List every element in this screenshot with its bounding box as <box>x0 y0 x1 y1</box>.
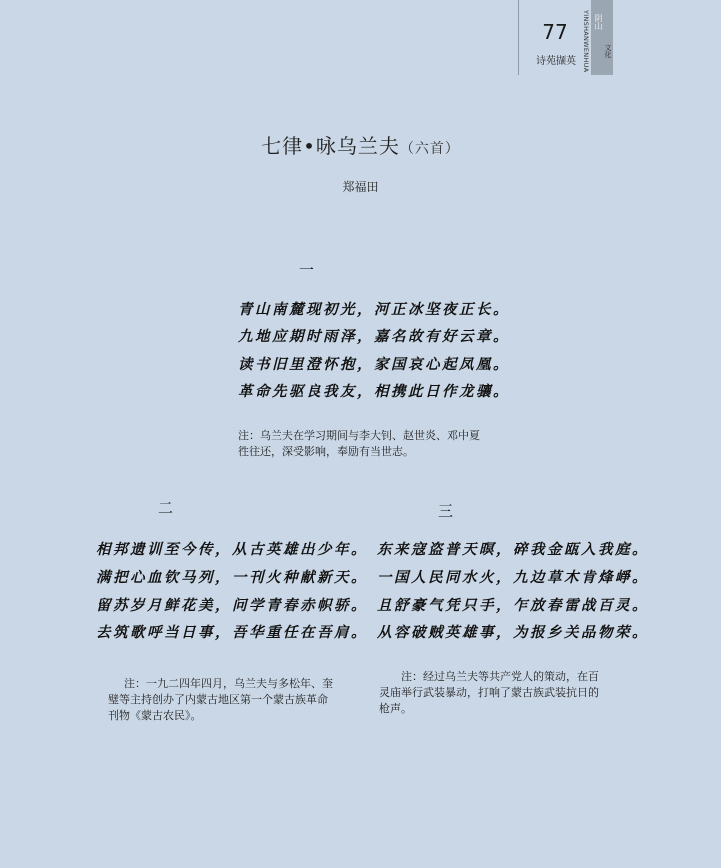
section-tab <box>591 0 613 75</box>
tab-section-text: 文化 <box>604 44 612 58</box>
poem-number: 二 <box>158 499 174 517</box>
brand-latin-text: YINSHANWENHUA <box>582 10 590 73</box>
header-divider <box>518 0 519 75</box>
note-line: 刊物《蒙古农民》。 <box>108 709 202 722</box>
article-title-row <box>0 130 721 159</box>
note-line: 注：经过乌兰夫等共产党人的策动，在百 <box>401 670 599 683</box>
poem-note <box>108 676 358 724</box>
note-line: 枪声。 <box>379 702 412 715</box>
note-line: 灵庙举行武装暴动，打响了蒙古族武装抗日的 <box>379 686 599 699</box>
article-subtitle: （六首） <box>399 141 460 157</box>
poem-note <box>379 669 629 717</box>
poem-line: 相邦遗训至今传，从古英雄出少年。 <box>96 541 368 558</box>
poem-line: 读书旧里澄怀抱，家国哀心起凤凰。 <box>238 356 510 373</box>
poem-line: 去筑歌呼当日事，吾华重任在吾肩。 <box>96 624 368 641</box>
poem-line: 从容破贼英雄事，为报乡关品物荣。 <box>377 624 649 641</box>
tab-brand-text: 阴山 <box>594 14 603 30</box>
poem-line: 且舒豪气凭只手，乍放春雷战百灵。 <box>377 597 649 614</box>
poem-line: 一国人民同水火，九边草木肯烽崢。 <box>377 569 649 586</box>
note-line: 璧等主持创办了内蒙古地区第一个蒙古族革命 <box>108 693 328 706</box>
page-number: 77 <box>542 20 568 44</box>
poem-line: 满把心血钦马列，一刊火种献新天。 <box>96 569 368 586</box>
poem-line: 九地应期时雨泽，嘉名故有好云章。 <box>238 328 510 345</box>
poem-note <box>238 428 480 460</box>
poem-line: 革命先驱良我友，相携此日作龙骧。 <box>238 383 510 400</box>
poem-number: 三 <box>438 502 454 520</box>
note-line: 徃往还，深受影响，奉励有当世志。 <box>238 445 414 458</box>
note-line: 注：一九二四年四月，乌兰夫与多松年、奎 <box>124 677 333 690</box>
poem-number: 一 <box>299 261 315 279</box>
poem-line: 东来寇盗普天暝，碎我金瓯入我庭。 <box>377 541 649 558</box>
section-name: 诗苑撷英 <box>536 56 576 67</box>
note-line: 注：乌兰夫在学习期间与李大钊、赵世炎、邓中夏 <box>238 429 480 442</box>
article-title: 七律•咏乌兰夫 <box>261 134 400 158</box>
poem-line: 留苏岁月鲜花美，问学青春赤帜骄。 <box>96 597 368 614</box>
poem-line: 青山南麓现初光，河正冰坚夜正长。 <box>238 301 510 318</box>
author-name: 郑福田 <box>342 180 379 194</box>
